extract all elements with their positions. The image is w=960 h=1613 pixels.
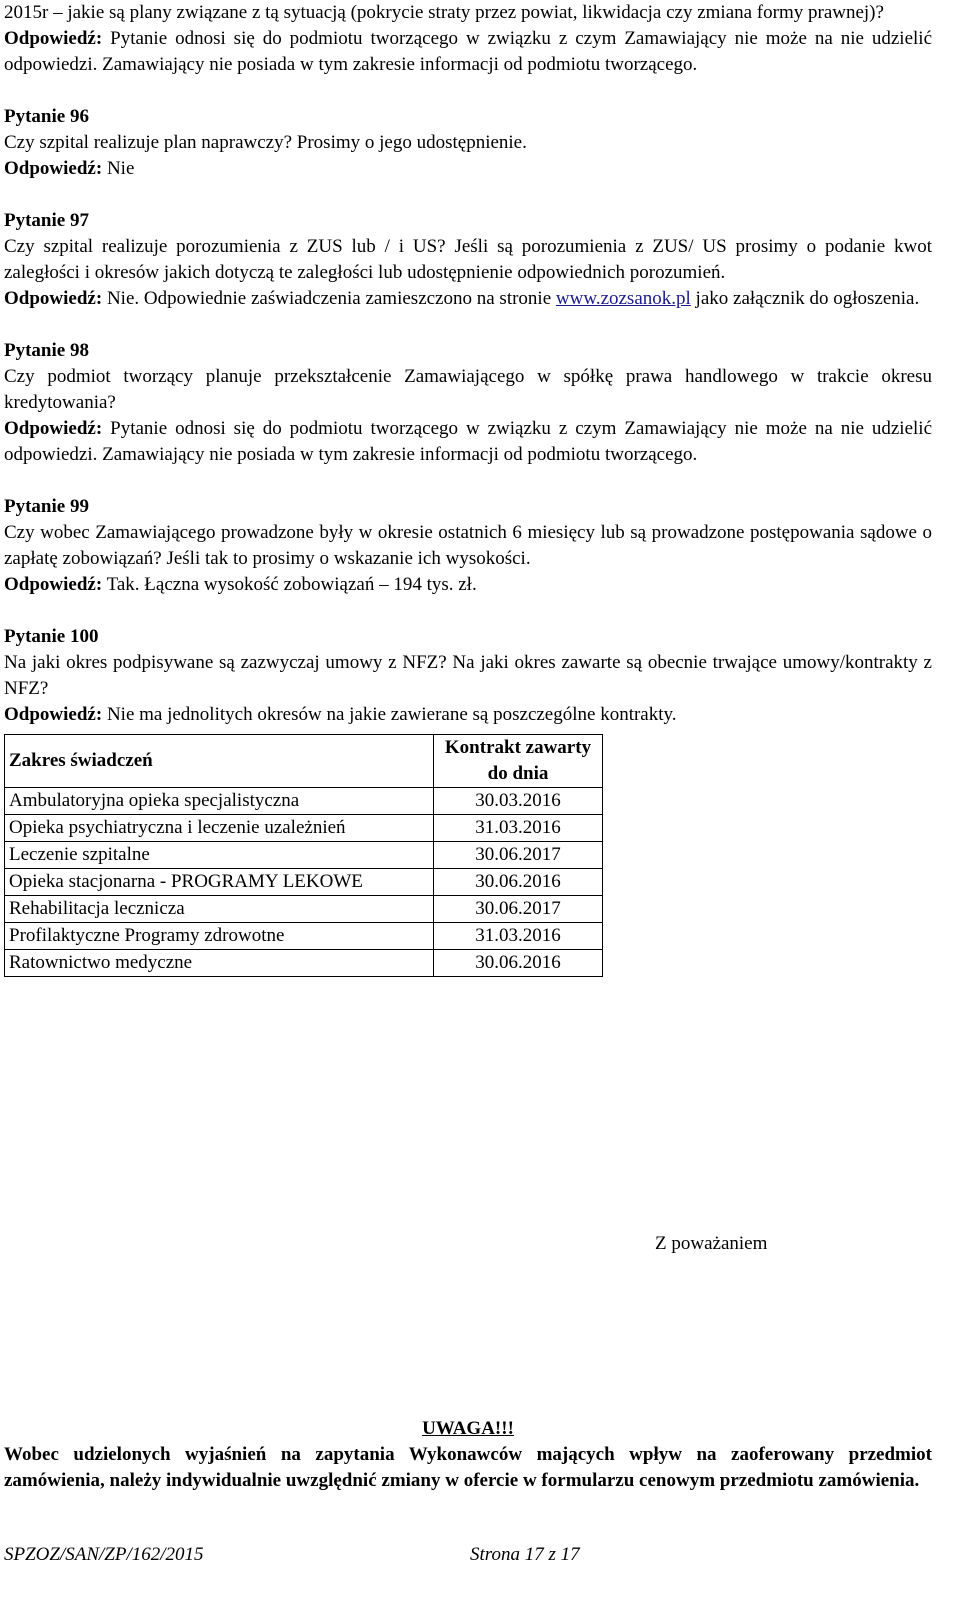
answer-label: Odpowiedź: — [4, 418, 103, 439]
table-cell-date: 30.06.2016 — [434, 950, 603, 977]
question-98-answer — [4, 416, 932, 468]
question-99-title: Pytanie 99 — [4, 496, 89, 517]
contracts-table — [4, 734, 603, 977]
document-page — [4, 0, 932, 977]
question-100-title: Pytanie 100 — [4, 626, 99, 647]
table-cell-date: 30.06.2017 — [434, 896, 603, 923]
table-cell-date: 30.06.2017 — [434, 842, 603, 869]
table-cell-scope: Opieka stacjonarna - PROGRAMY LEKOWE — [5, 869, 434, 896]
table-row — [5, 896, 603, 923]
answer-text: Tak. Łączna wysokość zobowiązań – 194 tys. zł. — [102, 574, 477, 595]
question-96-answer — [4, 156, 932, 182]
answer-text: Nie. Odpowiednie zaświadczenia zamieszczono na stronie — [102, 288, 556, 309]
answer-label: Odpowiedź: — [4, 288, 103, 309]
footer-page-number: Strona 17 z 17 — [470, 1544, 580, 1565]
header-zakres: Zakres świadczeń — [5, 735, 434, 788]
table-row — [5, 950, 603, 977]
table-row — [5, 842, 603, 869]
question-99-answer — [4, 572, 932, 598]
question-97-title: Pytanie 97 — [4, 210, 89, 231]
question-98-text: Czy podmiot tworzący planuje przekształcenie Zamawiającego w spółkę prawa handlowego w trakcie okresu kredytowania? — [4, 366, 932, 413]
website-link[interactable]: www.zozsanok.pl — [555, 288, 691, 309]
question-97-text: Czy szpital realizuje porozumienia z ZUS lub / i US? Jeśli są porozumienia z ZUS/ US prosimy o podanie kwot zaległości i okresów jakich dotyczą te zaległości lub udostępnienie odpowiednich porozumień. — [4, 236, 932, 283]
table-cell-date: 31.03.2016 — [434, 923, 603, 950]
notice-title: UWAGA!!! — [422, 1418, 514, 1439]
footer-reference: SPZOZ/SAN/ZP/162/2015 — [4, 1544, 204, 1565]
answer-label: Odpowiedź: — [4, 28, 103, 49]
answer-label: Odpowiedź: — [4, 158, 103, 179]
answer-text-end: jako załącznik do ogłoszenia. — [690, 288, 920, 309]
question-96-text: Czy szpital realizuje plan naprawczy? Prosimy o jego udostępnienie. — [4, 132, 527, 153]
signature-closing: Z poważaniem — [655, 1233, 768, 1254]
table-cell-scope: Leczenie szpitalne — [5, 842, 434, 869]
question-100-text: Na jaki okres podpisywane są zazwyczaj umowy z NFZ? Na jaki okres zawarte są obecnie trwające umowy/kontrakty z NFZ? — [4, 652, 932, 699]
notice-text: Wobec udzielonych wyjaśnień na zapytania Wykonawców mających wpływ na zaoferowany przedmiot zamówienia, należy indywidualnie uwzględnić zmiany w ofercie w formularzu cenowym przedmiotu zamówienia. — [4, 1444, 932, 1491]
table-row — [5, 923, 603, 950]
table-cell-scope: Profilaktyczne Programy zdrowotne — [5, 923, 434, 950]
table-row — [5, 869, 603, 896]
header-kontrakt: Kontrakt zawarty do dnia — [434, 735, 603, 788]
answer-label: Odpowiedź: — [4, 574, 103, 595]
table-header-row — [5, 735, 603, 788]
table-cell-date: 31.03.2016 — [434, 815, 603, 842]
table-row — [5, 788, 603, 815]
question-98-title: Pytanie 98 — [4, 340, 89, 361]
question-97-answer — [4, 286, 932, 312]
answer-text: Nie ma jednolitych okresów na jakie zawierane są poszczególne kontrakty. — [102, 704, 677, 725]
question-99-text: Czy wobec Zamawiającego prowadzone były w okresie ostatnich 6 miesięcy lub są prowadzone postępowania sądowe o zapłatę zobowiązań? Jeśli tak to prosimy o wskazanie ich wysokości. — [4, 522, 932, 569]
table-cell-scope: Opieka psychiatryczna i leczenie uzależnień — [5, 815, 434, 842]
answer-text: Nie — [102, 158, 135, 179]
table-cell-date: 30.03.2016 — [434, 788, 603, 815]
table-row — [5, 815, 603, 842]
answer-label: Odpowiedź: — [4, 704, 103, 725]
notice-section — [4, 1416, 932, 1494]
continued-question: 2015r – jakie są plany związane z tą sytuacją (pokrycie straty przez powiat, likwidacja czy zmiana formy prawnej)? — [4, 2, 884, 23]
answer-text: Pytanie odnosi się do podmiotu tworzącego w związku z czym Zamawiający nie może na nie udzielić odpowiedzi. Zamawiający nie posiada w tym zakresie informacji od podmiotu tworzącego. — [4, 418, 932, 465]
answer-text: Pytanie odnosi się do podmiotu tworzącego w związku z czym Zamawiający nie może na nie udzielić odpowiedzi. Zamawiający nie posiada w tym zakresie informacji od podmiotu tworzącego. — [4, 28, 932, 75]
table-cell-scope: Ambulatoryjna opieka specjalistyczna — [5, 788, 434, 815]
table-cell-scope: Rehabilitacja lecznicza — [5, 896, 434, 923]
continued-answer — [4, 26, 932, 78]
table-cell-scope: Ratownictwo medyczne — [5, 950, 434, 977]
question-96-title: Pytanie 96 — [4, 106, 89, 127]
question-100-answer — [4, 702, 932, 728]
table-cell-date: 30.06.2016 — [434, 869, 603, 896]
